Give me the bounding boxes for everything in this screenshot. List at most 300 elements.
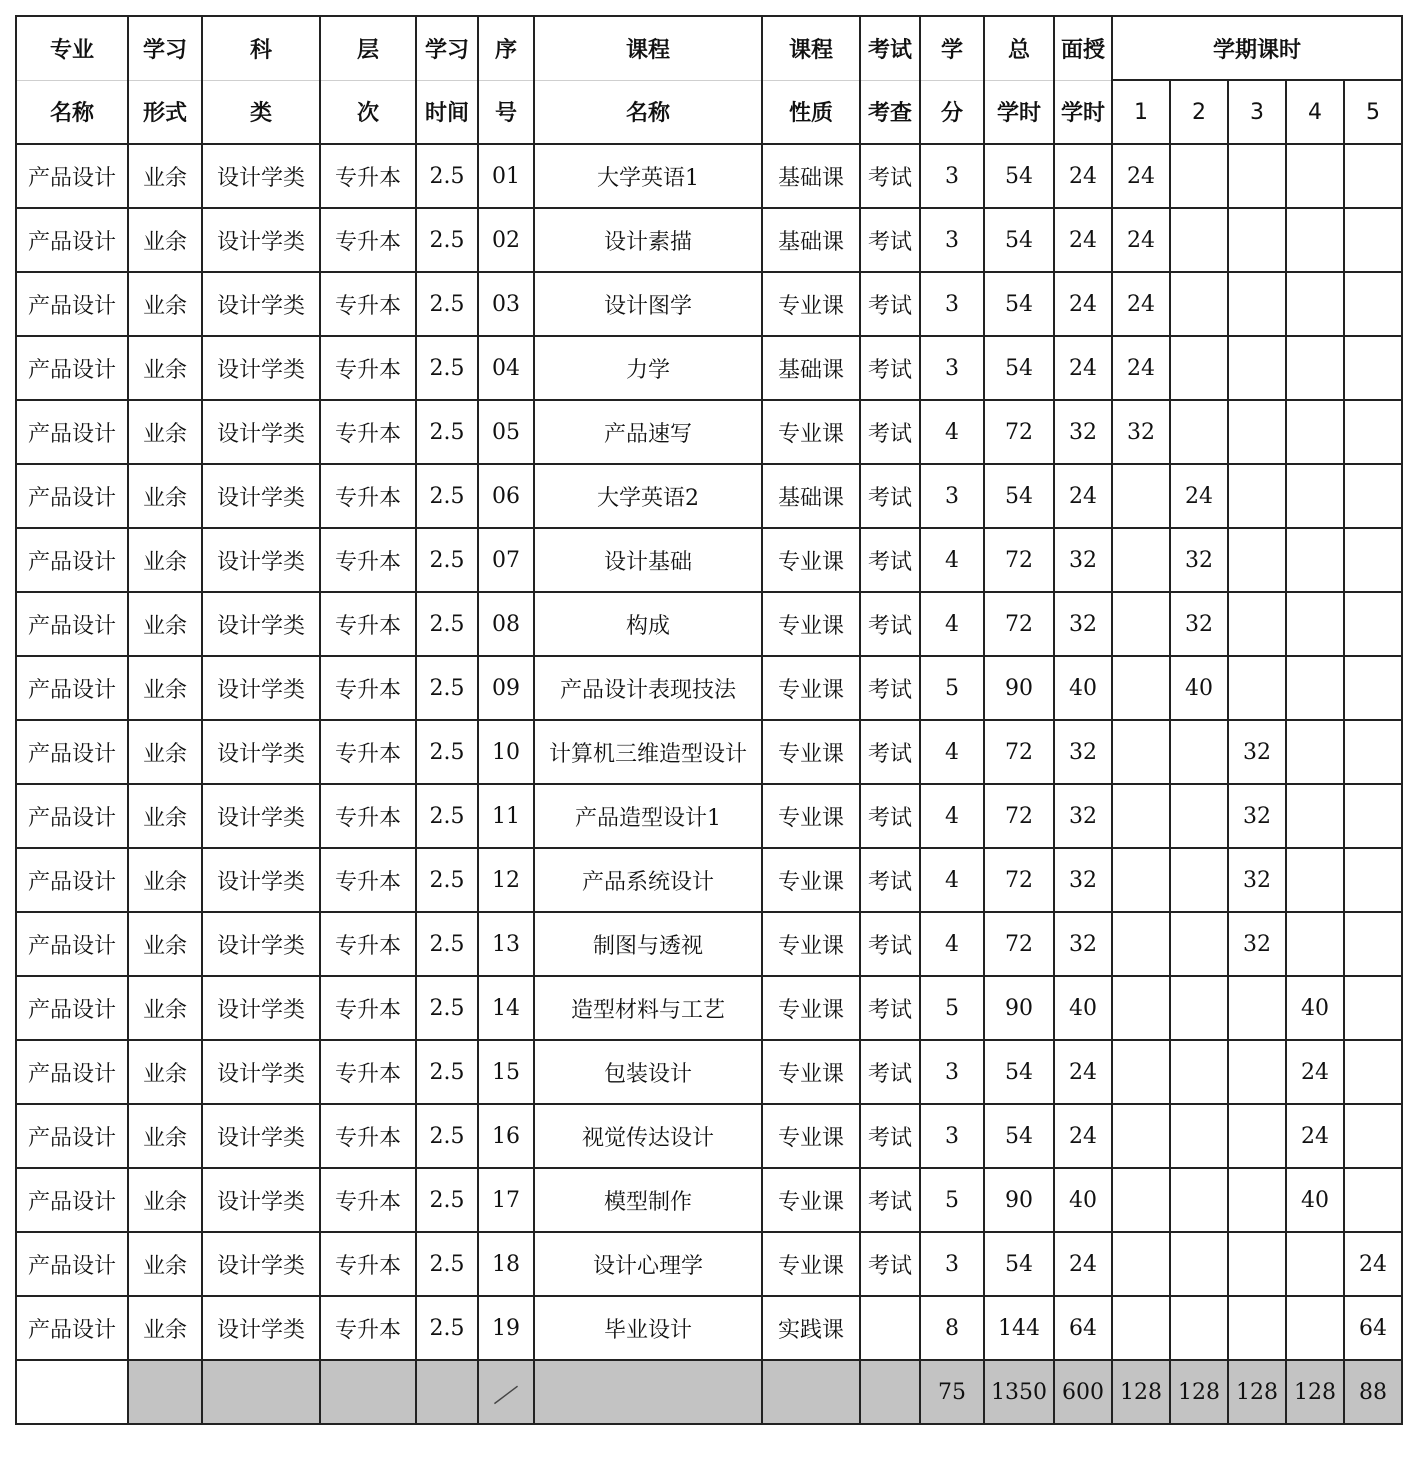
totals-blank-cell: [416, 1360, 478, 1424]
seq-no-cell: 18: [478, 1232, 534, 1296]
total-hours-cell: 72: [984, 592, 1054, 656]
semester-3-hours-cell: [1228, 1040, 1286, 1104]
semester-5-hours-cell: [1344, 336, 1402, 400]
course-type-cell: 专业课: [762, 1168, 860, 1232]
header-cell: 考查: [860, 80, 920, 144]
credits-cell: 3: [920, 1040, 984, 1104]
semester-2-hours-cell: 24: [1170, 464, 1228, 528]
semester-1-hours-cell: [1112, 784, 1170, 848]
contact-hours-cell: 64: [1054, 1296, 1112, 1360]
discipline-cell: 设计学类: [202, 208, 320, 272]
header-cell: 课程: [534, 16, 762, 80]
semester-5-hours-cell: [1344, 720, 1402, 784]
duration-cell: 2.5: [416, 1168, 478, 1232]
duration-cell: 2.5: [416, 528, 478, 592]
study-mode-cell: 业余: [128, 1040, 202, 1104]
header-cell: 学时: [1054, 80, 1112, 144]
duration-cell: 2.5: [416, 400, 478, 464]
contact-hours-cell: 24: [1054, 336, 1112, 400]
total-hours-cell: 72: [984, 720, 1054, 784]
duration-cell: 2.5: [416, 272, 478, 336]
course-type-cell: 基础课: [762, 144, 860, 208]
semester-1-hours-cell: [1112, 1296, 1170, 1360]
semester-3-hours-cell: [1228, 400, 1286, 464]
semester-5-hours-cell: [1344, 1040, 1402, 1104]
semester-5-hours-cell: [1344, 464, 1402, 528]
total-hours-cell: 90: [984, 656, 1054, 720]
seq-no-cell: 08: [478, 592, 534, 656]
discipline-cell: 设计学类: [202, 656, 320, 720]
contact-hours-cell: 24: [1054, 1104, 1112, 1168]
assessment-cell: 考试: [860, 592, 920, 656]
credits-cell: 4: [920, 848, 984, 912]
semester-3-hours-cell: 32: [1228, 720, 1286, 784]
duration-cell: 2.5: [416, 1104, 478, 1168]
credits-cell: 4: [920, 528, 984, 592]
semester-2-hours-cell: [1170, 336, 1228, 400]
semester-1-hours-cell: [1112, 1040, 1170, 1104]
semester-2-hours-cell: [1170, 720, 1228, 784]
header-row-1: [16, 16, 1402, 80]
seq-no-cell: 03: [478, 272, 534, 336]
contact-hours-cell: 32: [1054, 848, 1112, 912]
seq-no-cell: 09: [478, 656, 534, 720]
semester-1-hours-cell: 24: [1112, 272, 1170, 336]
semester-5-header: 5: [1344, 80, 1402, 144]
table-row: [16, 1232, 1402, 1296]
semester-1-header: 1: [1112, 80, 1170, 144]
course-type-cell: 专业课: [762, 656, 860, 720]
discipline-cell: 设计学类: [202, 144, 320, 208]
header-cell: 分: [920, 80, 984, 144]
duration-cell: 2.5: [416, 208, 478, 272]
credits-cell: 3: [920, 464, 984, 528]
semester-1-hours-cell: 24: [1112, 144, 1170, 208]
semester-3-hours-cell: [1228, 976, 1286, 1040]
semester-3-hours-cell: [1228, 1296, 1286, 1360]
level-cell: 专升本: [320, 1232, 416, 1296]
total-hours-cell: 72: [984, 848, 1054, 912]
level-cell: 专升本: [320, 592, 416, 656]
discipline-cell: 设计学类: [202, 1168, 320, 1232]
semester-3-hours-cell: 32: [1228, 912, 1286, 976]
semester-4-hours-cell: [1286, 272, 1344, 336]
contact-hours-cell: 24: [1054, 1232, 1112, 1296]
major-cell: 产品设计: [16, 144, 128, 208]
course-name-cell: 产品系统设计: [534, 848, 762, 912]
assessment-cell: 考试: [860, 784, 920, 848]
table-row: [16, 464, 1402, 528]
assessment-cell: 考试: [860, 976, 920, 1040]
contact-hours-cell: 32: [1054, 720, 1112, 784]
major-cell: 产品设计: [16, 1104, 128, 1168]
course-name-cell: 大学英语2: [534, 464, 762, 528]
assessment-cell: 考试: [860, 720, 920, 784]
header-cell: 名称: [16, 80, 128, 144]
credits-cell: 4: [920, 400, 984, 464]
semester-2-hours-cell: [1170, 976, 1228, 1040]
course-type-cell: 专业课: [762, 976, 860, 1040]
seq-no-cell: 19: [478, 1296, 534, 1360]
semester-2-hours-cell: [1170, 848, 1228, 912]
header-cell: 总: [984, 16, 1054, 80]
credits-cell: 3: [920, 1232, 984, 1296]
total-hours-cell: 54: [984, 208, 1054, 272]
assessment-cell: 考试: [860, 528, 920, 592]
semester-3-header: 3: [1228, 80, 1286, 144]
contact-hours-cell: 32: [1054, 528, 1112, 592]
duration-cell: 2.5: [416, 464, 478, 528]
total-hours-cell: 54: [984, 464, 1054, 528]
level-cell: 专升本: [320, 208, 416, 272]
discipline-cell: 设计学类: [202, 1296, 320, 1360]
total-hours-cell: 72: [984, 400, 1054, 464]
duration-cell: 2.5: [416, 336, 478, 400]
course-name-cell: 视觉传达设计: [534, 1104, 762, 1168]
semester-4-hours-cell: [1286, 912, 1344, 976]
duration-cell: 2.5: [416, 912, 478, 976]
discipline-cell: 设计学类: [202, 784, 320, 848]
header-cell: 形式: [128, 80, 202, 144]
seq-no-cell: 04: [478, 336, 534, 400]
semester-4-hours-cell: [1286, 464, 1344, 528]
table-row: [16, 912, 1402, 976]
semester-1-hours-cell: [1112, 720, 1170, 784]
study-mode-cell: 业余: [128, 1168, 202, 1232]
semester-4-hours-cell: [1286, 528, 1344, 592]
course-type-cell: 专业课: [762, 592, 860, 656]
table-row: [16, 1040, 1402, 1104]
header-cell: 性质: [762, 80, 860, 144]
credits-cell: 3: [920, 1104, 984, 1168]
semester-5-hours-cell: [1344, 592, 1402, 656]
assessment-cell: 考试: [860, 400, 920, 464]
seq-no-cell: 14: [478, 976, 534, 1040]
semester-2-hours-cell: [1170, 1232, 1228, 1296]
total-hours-cell: 72: [984, 528, 1054, 592]
semester-5-hours-cell: [1344, 208, 1402, 272]
header-cell: 专业: [16, 16, 128, 80]
study-mode-cell: 业余: [128, 656, 202, 720]
course-name-cell: 毕业设计: [534, 1296, 762, 1360]
semester-4-hours-cell: [1286, 1232, 1344, 1296]
course-type-cell: 专业课: [762, 848, 860, 912]
contact-hours-cell: 24: [1054, 464, 1112, 528]
duration-cell: 2.5: [416, 848, 478, 912]
table-row: [16, 272, 1402, 336]
course-name-cell: 设计素描: [534, 208, 762, 272]
header-cell: 科: [202, 16, 320, 80]
semester-3-hours-cell: [1228, 1168, 1286, 1232]
study-mode-cell: 业余: [128, 144, 202, 208]
header-cell: 学习: [416, 16, 478, 80]
discipline-cell: 设计学类: [202, 464, 320, 528]
discipline-cell: 设计学类: [202, 272, 320, 336]
credits-cell: 5: [920, 1168, 984, 1232]
semester-3-hours-cell: [1228, 1104, 1286, 1168]
assessment-cell: 考试: [860, 1040, 920, 1104]
semester-hours-group-header: 学期课时: [1112, 16, 1402, 80]
semester-2-hours-cell: [1170, 784, 1228, 848]
total-contact-hours: 600: [1054, 1360, 1112, 1424]
level-cell: 专升本: [320, 656, 416, 720]
table-row: [16, 656, 1402, 720]
diagonal-slash-mark: [479, 1361, 533, 1423]
totals-slash-cell: [478, 1360, 534, 1424]
semester-4-hours-cell: [1286, 208, 1344, 272]
header-cell: 课程: [762, 16, 860, 80]
credits-cell: 4: [920, 720, 984, 784]
seq-no-cell: 13: [478, 912, 534, 976]
semester-5-hours-cell: [1344, 976, 1402, 1040]
credits-cell: 3: [920, 144, 984, 208]
duration-cell: 2.5: [416, 1296, 478, 1360]
total-hours-cell: 144: [984, 1296, 1054, 1360]
study-mode-cell: 业余: [128, 912, 202, 976]
major-cell: 产品设计: [16, 592, 128, 656]
course-schedule-table: [15, 15, 1403, 1425]
semester-1-hours-cell: 24: [1112, 336, 1170, 400]
semester-5-hours-cell: [1344, 144, 1402, 208]
assessment-cell: 考试: [860, 912, 920, 976]
study-mode-cell: 业余: [128, 592, 202, 656]
course-type-cell: 专业课: [762, 528, 860, 592]
level-cell: 专升本: [320, 336, 416, 400]
course-name-cell: 设计图学: [534, 272, 762, 336]
level-cell: 专升本: [320, 720, 416, 784]
course-type-cell: 基础课: [762, 336, 860, 400]
contact-hours-cell: 32: [1054, 592, 1112, 656]
semester-5-hours-cell: [1344, 912, 1402, 976]
credits-cell: 3: [920, 272, 984, 336]
study-mode-cell: 业余: [128, 336, 202, 400]
table-row: [16, 976, 1402, 1040]
course-type-cell: 专业课: [762, 1232, 860, 1296]
contact-hours-cell: 40: [1054, 656, 1112, 720]
study-mode-cell: 业余: [128, 528, 202, 592]
semester-4-hours-cell: [1286, 592, 1344, 656]
header-cell: 名称: [534, 80, 762, 144]
contact-hours-cell: 32: [1054, 400, 1112, 464]
major-cell: 产品设计: [16, 1040, 128, 1104]
semester-4-hours-cell: [1286, 1296, 1344, 1360]
major-cell: 产品设计: [16, 976, 128, 1040]
total-hours-cell: 54: [984, 336, 1054, 400]
total-hours: 1350: [984, 1360, 1054, 1424]
discipline-cell: 设计学类: [202, 528, 320, 592]
major-cell: 产品设计: [16, 1168, 128, 1232]
table-row: [16, 848, 1402, 912]
course-name-cell: 设计基础: [534, 528, 762, 592]
totals-blank-cell: [320, 1360, 416, 1424]
semester-5-hours-cell: 64: [1344, 1296, 1402, 1360]
major-cell: 产品设计: [16, 1232, 128, 1296]
level-cell: 专升本: [320, 784, 416, 848]
total-hours-cell: 72: [984, 784, 1054, 848]
study-mode-cell: 业余: [128, 784, 202, 848]
semester-3-hours-cell: 32: [1228, 784, 1286, 848]
semester-3-hours-cell: [1228, 528, 1286, 592]
total-semester-3-hours: 128: [1228, 1360, 1286, 1424]
credits-cell: 4: [920, 784, 984, 848]
major-cell: 产品设计: [16, 464, 128, 528]
major-cell: 产品设计: [16, 272, 128, 336]
course-name-cell: 力学: [534, 336, 762, 400]
total-hours-cell: 90: [984, 976, 1054, 1040]
discipline-cell: 设计学类: [202, 1040, 320, 1104]
table-row: [16, 528, 1402, 592]
course-type-cell: 专业课: [762, 720, 860, 784]
semester-1-hours-cell: [1112, 1104, 1170, 1168]
study-mode-cell: 业余: [128, 400, 202, 464]
total-semester-2-hours: 128: [1170, 1360, 1228, 1424]
total-semester-1-hours: 128: [1112, 1360, 1170, 1424]
study-mode-cell: 业余: [128, 464, 202, 528]
table-row: [16, 1104, 1402, 1168]
total-hours-cell: 54: [984, 144, 1054, 208]
assessment-cell: 考试: [860, 1168, 920, 1232]
major-cell: 产品设计: [16, 912, 128, 976]
header-cell: 面授: [1054, 16, 1112, 80]
duration-cell: 2.5: [416, 144, 478, 208]
semester-1-hours-cell: [1112, 464, 1170, 528]
assessment-cell: 考试: [860, 336, 920, 400]
semester-5-hours-cell: [1344, 1168, 1402, 1232]
semester-2-hours-cell: [1170, 1040, 1228, 1104]
study-mode-cell: 业余: [128, 720, 202, 784]
semester-2-hours-cell: [1170, 208, 1228, 272]
semester-4-hours-cell: 24: [1286, 1040, 1344, 1104]
table-row: [16, 784, 1402, 848]
study-mode-cell: 业余: [128, 1104, 202, 1168]
course-type-cell: 专业课: [762, 784, 860, 848]
semester-5-hours-cell: [1344, 784, 1402, 848]
seq-no-cell: 16: [478, 1104, 534, 1168]
assessment-cell: 考试: [860, 272, 920, 336]
header-row-2: [16, 80, 1402, 144]
level-cell: 专升本: [320, 464, 416, 528]
semester-4-hours-cell: 40: [1286, 976, 1344, 1040]
semester-3-hours-cell: [1228, 464, 1286, 528]
duration-cell: 2.5: [416, 720, 478, 784]
credits-cell: 3: [920, 208, 984, 272]
major-cell: 产品设计: [16, 208, 128, 272]
course-name-cell: 包装设计: [534, 1040, 762, 1104]
credits-cell: 3: [920, 336, 984, 400]
semester-1-hours-cell: [1112, 848, 1170, 912]
header-cell: 号: [478, 80, 534, 144]
course-name-cell: 构成: [534, 592, 762, 656]
semester-3-hours-cell: [1228, 208, 1286, 272]
assessment-cell: 考试: [860, 1104, 920, 1168]
header-cell: 时间: [416, 80, 478, 144]
assessment-cell: 考试: [860, 656, 920, 720]
course-name-cell: 模型制作: [534, 1168, 762, 1232]
assessment-cell: 考试: [860, 848, 920, 912]
semester-2-hours-cell: [1170, 272, 1228, 336]
study-mode-cell: 业余: [128, 976, 202, 1040]
study-mode-cell: 业余: [128, 1232, 202, 1296]
seq-no-cell: 05: [478, 400, 534, 464]
table-row: [16, 336, 1402, 400]
semester-3-hours-cell: [1228, 144, 1286, 208]
semester-2-hours-cell: [1170, 144, 1228, 208]
table-row: [16, 400, 1402, 464]
header-cell: 学时: [984, 80, 1054, 144]
semester-2-hours-cell: [1170, 912, 1228, 976]
semester-4-hours-cell: 24: [1286, 1104, 1344, 1168]
major-cell: 产品设计: [16, 784, 128, 848]
level-cell: 专升本: [320, 1040, 416, 1104]
semester-5-hours-cell: [1344, 656, 1402, 720]
contact-hours-cell: 24: [1054, 208, 1112, 272]
header-cell: 类: [202, 80, 320, 144]
semester-2-hours-cell: [1170, 1168, 1228, 1232]
discipline-cell: 设计学类: [202, 912, 320, 976]
level-cell: 专升本: [320, 976, 416, 1040]
semester-3-hours-cell: [1228, 1232, 1286, 1296]
discipline-cell: 设计学类: [202, 1104, 320, 1168]
semester-5-hours-cell: [1344, 1104, 1402, 1168]
major-cell: 产品设计: [16, 656, 128, 720]
totals-blank-cell: [860, 1360, 920, 1424]
semester-4-hours-cell: [1286, 144, 1344, 208]
credits-cell: 8: [920, 1296, 984, 1360]
level-cell: 专升本: [320, 144, 416, 208]
discipline-cell: 设计学类: [202, 848, 320, 912]
total-semester-5-hours: 88: [1344, 1360, 1402, 1424]
seq-no-cell: 06: [478, 464, 534, 528]
contact-hours-cell: 24: [1054, 272, 1112, 336]
total-hours-cell: 54: [984, 272, 1054, 336]
semester-3-hours-cell: [1228, 592, 1286, 656]
credits-cell: 5: [920, 656, 984, 720]
semester-5-hours-cell: [1344, 848, 1402, 912]
semester-2-hours-cell: 40: [1170, 656, 1228, 720]
course-name-cell: 产品设计表现技法: [534, 656, 762, 720]
assessment-cell: 考试: [860, 208, 920, 272]
duration-cell: 2.5: [416, 1232, 478, 1296]
semester-2-hours-cell: [1170, 400, 1228, 464]
contact-hours-cell: 40: [1054, 1168, 1112, 1232]
totals-blank-cell: [202, 1360, 320, 1424]
total-hours-cell: 90: [984, 1168, 1054, 1232]
totals-blank-cell: [534, 1360, 762, 1424]
study-mode-cell: 业余: [128, 1296, 202, 1360]
table-row: [16, 592, 1402, 656]
course-type-cell: 专业课: [762, 400, 860, 464]
total-hours-cell: 54: [984, 1232, 1054, 1296]
assessment-cell: 考试: [860, 144, 920, 208]
seq-no-cell: 12: [478, 848, 534, 912]
semester-1-hours-cell: 32: [1112, 400, 1170, 464]
course-type-cell: 专业课: [762, 1104, 860, 1168]
semester-5-hours-cell: [1344, 272, 1402, 336]
course-type-cell: 基础课: [762, 208, 860, 272]
semester-3-hours-cell: [1228, 336, 1286, 400]
discipline-cell: 设计学类: [202, 976, 320, 1040]
semester-4-hours-cell: [1286, 848, 1344, 912]
major-cell: 产品设计: [16, 720, 128, 784]
course-name-cell: 大学英语1: [534, 144, 762, 208]
major-cell: 产品设计: [16, 336, 128, 400]
credits-cell: 4: [920, 912, 984, 976]
semester-1-hours-cell: [1112, 976, 1170, 1040]
semester-3-hours-cell: [1228, 272, 1286, 336]
semester-2-hours-cell: [1170, 1296, 1228, 1360]
totals-blank-cell: [762, 1360, 860, 1424]
header-cell: 次: [320, 80, 416, 144]
